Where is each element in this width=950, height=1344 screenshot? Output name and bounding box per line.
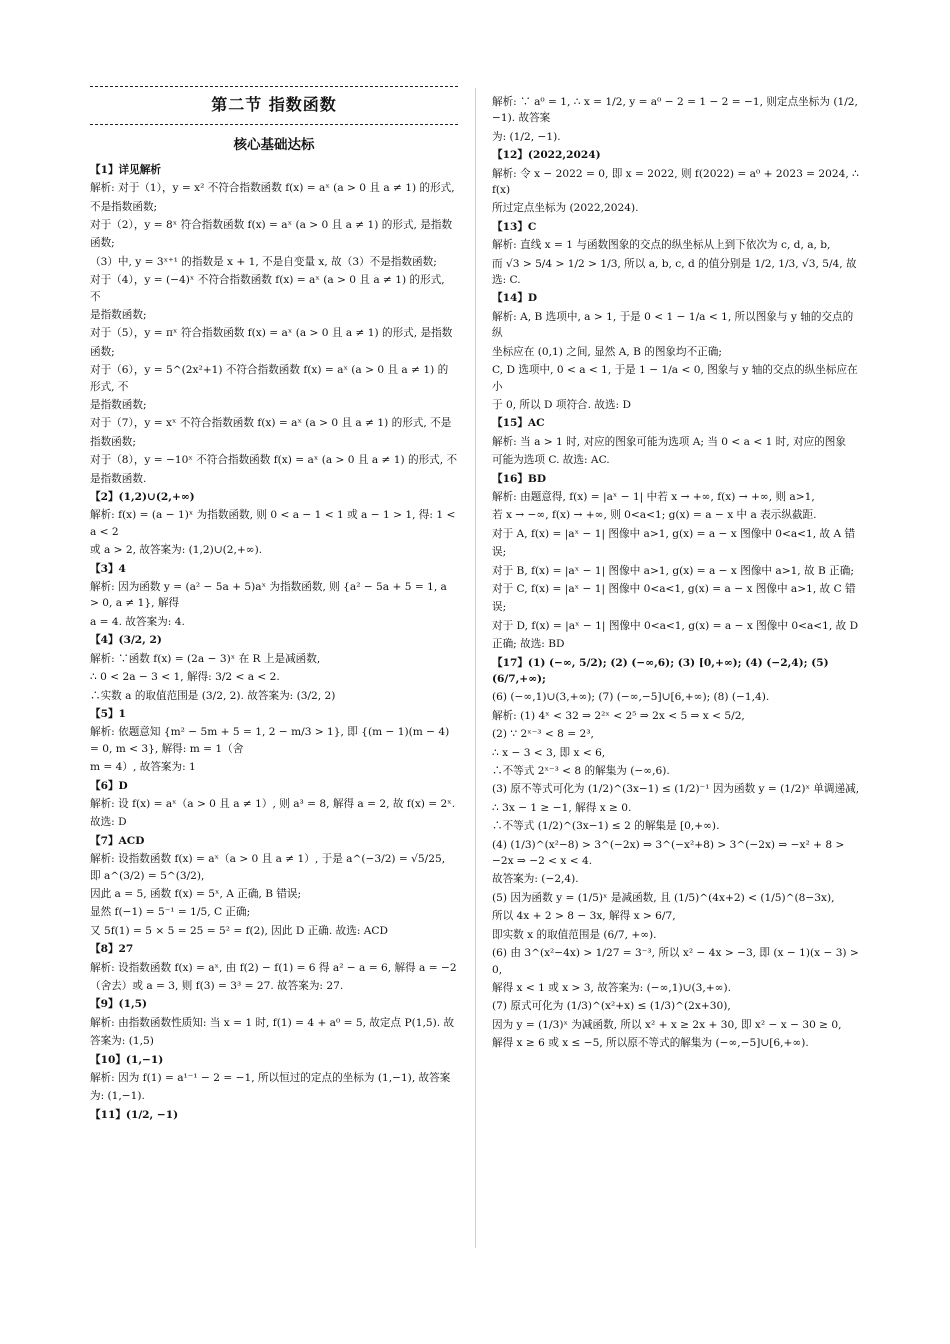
text-line: 故答案为: (−2,4). — [492, 873, 579, 886]
text-line: 显然 f(−1) = 5⁻¹ = 1/5, C 正确; — [90, 906, 251, 919]
text-line: 或 a > 2, 故答案为: (1,2)∪(2,+∞). — [90, 544, 263, 557]
text-line: 解析: 令 x − 2022 = 0, 即 x = 2022, 则 f(2022) = a⁰ + 2023 = 2024, ∴ f(x) — [492, 167, 859, 197]
text-line: 【14】D — [492, 292, 538, 305]
right-text-lines — [492, 94, 862, 1052]
text-line: 函数; — [90, 345, 115, 358]
text-line: 【15】AC — [492, 417, 545, 430]
text-line: 答案为: (1,5) — [90, 1035, 154, 1048]
text-line: (5) 因为函数 y = (1/5)ˣ 是减函数, 且 (1/5)^(4x+2) < (1/5)^(8−3x), — [492, 891, 835, 904]
text-line: 【10】(1,−1) — [90, 1053, 164, 1066]
text-line: 可能为选项 C. 故选: AC. — [492, 454, 610, 467]
text-line: 所过定点坐标为 (2022,2024). — [492, 202, 639, 215]
sub-title: 核心基础达标 — [233, 136, 315, 153]
text-line: 对于（7），y = xˣ 不符合指数函数 f(x) = aˣ (a > 0 且 a ≠ 1) 的形式, 不是 — [90, 417, 452, 430]
bottom-dashed-rule — [90, 124, 458, 125]
text-line: 即实数 x 的取值范围是 (6/7, +∞). — [492, 928, 657, 941]
text-line: 【4】(3/2, 2) — [90, 634, 162, 647]
text-line: ∴ 0 < 2a − 3 < 1, 解得: 3/2 < a < 2. — [90, 671, 280, 684]
text-line: 解析: 直线 x = 1 与函数图象的交点的纵坐标从上到下依次为 c, d, a, b, — [492, 239, 831, 252]
text-line: 对于 C, f(x) = |aˣ − 1| 图像中 0<a<1, g(x) = a − x 图像中 a>1, 故 C 错 — [492, 582, 856, 595]
text-line: (7) 原式可化为 (1/3)^(x²+x) ≤ (1/3)^(2x+30), — [492, 1000, 731, 1013]
text-line: (2) ∵ 2ˣ⁻³ < 8 = 2³, — [492, 728, 594, 741]
text-line: 所以 4x + 2 > 8 − 3x, 解得 x > 6/7, — [492, 910, 676, 923]
text-line: 对于 B, f(x) = |aˣ − 1| 图像中 a>1, g(x) = a − x 图像中 a>1, 故 B 正确; — [492, 564, 854, 577]
text-line: (6) 由 3^(x²−4x) > 1/27 = 3⁻³, 所以 x² − 4x > −3, 即 (x − 1)(x − 3) > 0, — [492, 947, 859, 976]
text-line: 【11】(1/2, −1) — [90, 1108, 179, 1121]
text-line: 故选: D — [90, 816, 127, 829]
text-line: 因此 a = 5, 函数 f(x) = 5ˣ, A 正确, B 错误; — [90, 887, 302, 900]
text-line: 于 0, 所以 D 项符合. 故选: D — [492, 398, 631, 411]
section-title: 第二节 指数函数 — [211, 95, 337, 114]
text-line: a = 4. 故答案为: 4. — [90, 615, 185, 628]
text-line: 为: (1/2, −1). — [492, 130, 561, 143]
text-line: C, D 选项中, 0 < a < 1, 于是 1 − 1/a < 0, 图象与 y 轴的交点的纵坐标应在小 — [492, 364, 858, 393]
text-line: 对于 A, f(x) = |aˣ − 1| 图像中 a>1, g(x) = a − x 图像中 0<a<1, 故 A 错 — [492, 527, 856, 540]
text-line: 解得 x ≥ 6 或 x ≤ −5, 所以原不等式的解集为 (−∞,−5]∪[6,+∞). — [492, 1037, 809, 1050]
text-line: 【3】4 — [90, 562, 126, 575]
text-line: (6) (−∞,1)∪(3,+∞); (7) (−∞,−5]∪[6,+∞); (8) (−1,4). — [492, 691, 770, 704]
text-line: 解析: 因为 f(1) = a¹⁻¹ − 2 = −1, 所以恒过的定点的坐标为 (1,−1), 故答案 — [90, 1072, 451, 1085]
text-line: 解析: ∵函数 f(x) = (2a − 3)ˣ 在 R 上是减函数, — [90, 652, 321, 665]
text-line: 对于（6），y = 5^(2x²+1) 不符合指数函数 f(x) = aˣ (a > 0 且 a ≠ 1) 的形式, 不 — [90, 364, 449, 393]
text-line: 是指数函数. — [90, 472, 147, 485]
text-line: ∴ 3x − 1 ≥ −1, 解得 x ≥ 0. — [492, 801, 632, 814]
text-line: （舍去）或 a = 3, 则 f(3) = 3³ = 27. 故答案为: 27. — [90, 980, 344, 992]
text-line: 对于（5），y = πˣ 符合指数函数 f(x) = aˣ (a > 0 且 a ≠ 1) 的形式, 是指数 — [90, 327, 453, 340]
text-line: 又 5f(1) = 5 × 5 = 25 = 5² = f(2), 因此 D 正确. 故选: ACD — [90, 924, 389, 937]
text-line: 不是指数函数; — [90, 200, 158, 213]
column-divider — [475, 88, 476, 1248]
text-line: ∴不等式 2ˣ⁻³ < 8 的解集为 (−∞,6). — [492, 765, 670, 778]
text-line: 解析: 设指数函数 f(x) = aˣ, 由 f(2) − f(1) = 6 得 a² − a = 6, 解得 a = −2 — [90, 961, 457, 974]
text-line: 对于 D, f(x) = |aˣ − 1| 图像中 0<a<1, g(x) = a − x 图像中 0<a<1, 故 D — [492, 619, 859, 632]
text-line: m = 4）, 故答案为: 1 — [90, 761, 196, 774]
text-line: 解析: f(x) = (a − 1)ˣ 为指数函数, 则 0 < a − 1 < 1 或 a − 1 > 1, 得: 1 < a < 2 — [90, 509, 456, 538]
text-line: 【1】详见解析 — [90, 163, 161, 176]
text-line: ∴不等式 (1/2)^(3x−1) ≤ 2 的解集是 [0,+∞). — [492, 820, 720, 833]
right-column — [492, 94, 862, 1054]
text-line: 是指数函数; — [90, 308, 147, 321]
text-line: 解析: 因为函数 y = (a² − 5a + 5)aˣ 为指数函数, 则 {a² − 5a + 5 = 1, a > 0, a ≠ 1}, 解得 — [90, 581, 447, 610]
text-line: 【13】C — [492, 220, 537, 233]
text-line: 指数函数; — [90, 435, 136, 448]
text-line: 解得 x < 1 或 x > 3, 故答案为: (−∞,1)∪(3,+∞). — [492, 981, 731, 994]
text-line: 坐标应在 (0,1) 之间, 显然 A, B 的图象均不正确; — [492, 345, 722, 358]
text-line: 为: (1,−1). — [90, 1090, 145, 1103]
text-line: 正确; 故选: BD — [492, 638, 565, 651]
text-line: 而 √3 > 5/4 > 1/2 > 1/3, 所以 a, b, c, d 的值分别是 1/2, 1/3, √3, 5/4, 故选: C. — [492, 257, 857, 287]
text-line: 误; — [492, 546, 507, 559]
text-line: 解析: 由题意得, f(x) = |aˣ − 1| 中若 x → +∞, f(x) → +∞, 则 a>1, — [492, 490, 815, 503]
text-line: 解析: 依题意知 {m² − 5m + 5 = 1, 2 − m/3 > 1}, 即 {(m − 1)(m − 4) = 0, m < 3}, 解得: m = 1（舍 — [90, 726, 450, 755]
text-line: 因为 y = (1/3)ˣ 为减函数, 所以 x² + x ≥ 2x + 30, 即 x² − x − 30 ≥ 0, — [492, 1018, 842, 1031]
top-dashed-rule — [90, 86, 458, 87]
text-line: 函数; — [90, 237, 115, 250]
text-line: 【12】(2022,2024) — [492, 149, 601, 162]
text-line: 若 x → −∞, f(x) → +∞, 则 0<a<1; g(x) = a − x 中 a 表示纵截距. — [492, 509, 817, 522]
text-line: 解析: 当 a > 1 时, 对应的图象可能为选项 A; 当 0 < a < 1 时, 对应的图象 — [492, 435, 846, 448]
text-line: 解析: (1) 4ˣ < 32 ⇒ 2²ˣ < 2⁵ ⇒ 2x < 5 ⇒ x < 5/2, — [492, 709, 745, 722]
text-line: 【5】1 — [90, 707, 126, 720]
text-line: 是指数函数; — [90, 399, 147, 411]
text-line: 【8】27 — [90, 943, 134, 956]
text-line: 解析: A, B 选项中, a > 1, 于是 0 < 1 − 1/a < 1, 所以图象与 y 轴的交点的纵 — [492, 310, 854, 340]
text-line: 对于（8），y = −10ˣ 不符合指数函数 f(x) = aˣ (a > 0 且 a ≠ 1) 的形式, 不 — [90, 454, 458, 467]
text-line: 解析: 设指数函数 f(x) = aˣ（a > 0 且 a ≠ 1）, 于是 a^(−3/2) = √5/25, 即 a^(3/2) = 5^(3/2), — [90, 853, 446, 882]
text-line: ∴ x − 3 < 3, 即 x < 6, — [492, 746, 606, 759]
text-line: 【16】BD — [492, 472, 547, 485]
text-line: 解析: ∵ a⁰ = 1, ∴ x = 1/2, y = a⁰ − 2 = 1 − 2 = −1, 则定点坐标为 (1/2, −1). 故答案 — [492, 96, 858, 125]
text-line: 对于（4），y = (−4)ˣ 不符合指数函数 f(x) = aˣ (a > 0 且 a ≠ 1) 的形式, 不 — [90, 274, 445, 303]
text-line: (4) (1/3)^(x²−8) > 3^(−2x) ⇒ 3^(−x²+8) > 3^(−2x) ⇒ −x² + 8 > −2x ⇒ −2 < x < 4. — [492, 838, 845, 868]
text-line: 解析: 对于（1），y = x² 不符合指数函数 f(x) = aˣ (a > 0 且 a ≠ 1) 的形式, — [90, 182, 455, 195]
text-line: （3）中, y = 3ˣ⁺¹ 的指数是 x + 1, 不是自变量 x, 故（3）不是指数函数; — [90, 255, 437, 268]
text-line: (3) 原不等式可化为 (1/2)^(3x−1) ≤ (1/2)⁻¹ 因为函数 y = (1/2)ˣ 单调递减, — [492, 783, 860, 796]
text-line: 解析: 由指数函数性质知: 当 x = 1 时, f(1) = 4 + a⁰ = 5, 故定点 P(1,5). 故 — [90, 1016, 455, 1029]
left-column — [90, 86, 458, 1125]
left-text-lines — [90, 162, 458, 1124]
text-line: ∴实数 a 的取值范围是 (3/2, 2). 故答案为: (3/2, 2) — [90, 689, 336, 702]
text-line: 【2】(1,2)∪(2,+∞) — [90, 491, 195, 504]
text-line: 对于（2），y = 8ˣ 符合指数函数 f(x) = aˣ (a > 0 且 a ≠ 1) 的形式, 是指数 — [90, 218, 453, 231]
text-line: 误; — [492, 601, 507, 614]
text-line: 【17】(1) (−∞, 5/2); (2) (−∞,6); (3) [0,+∞); (4) (−2,4); (5) (6/7,+∞); — [492, 656, 829, 685]
text-line: 【9】(1,5) — [90, 998, 148, 1011]
text-line: 解析: 设 f(x) = aˣ（a > 0 且 a ≠ 1）, 则 a³ = 8, 解得 a = 2, 故 f(x) = 2ˣ. — [90, 797, 456, 810]
text-line: 【7】ACD — [90, 834, 145, 847]
text-line: 【6】D — [90, 779, 128, 792]
